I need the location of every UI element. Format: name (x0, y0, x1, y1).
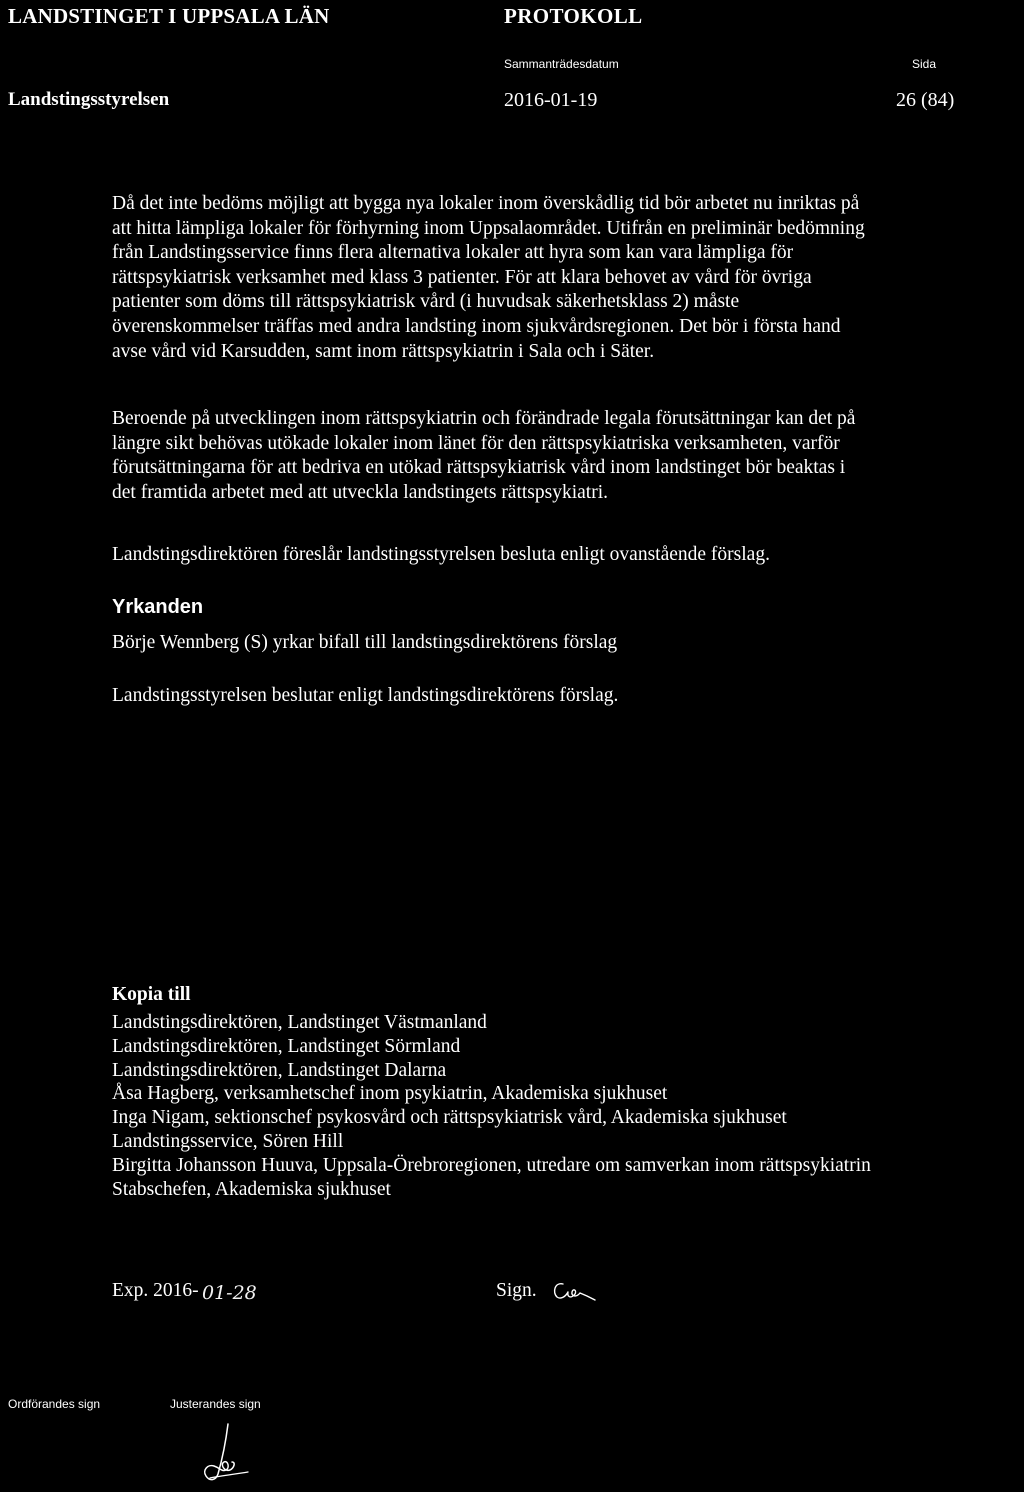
copy-recipient: Inga Nigam, sektionschef psykosvård och rättspsykiatrisk vård, Akademiska sjukhuset (112, 1107, 787, 1129)
copy-recipient: Landstingsdirektören, Landstinget Dalarna (112, 1059, 447, 1081)
decision-text: Landstingsstyrelsen beslutar enligt landstingsdirektörens förslag. (112, 685, 619, 706)
chair-signature-label: Ordförandes sign (8, 1397, 101, 1411)
page-label: Sida (912, 57, 937, 71)
text-line: Då det inte bedöms möjligt att bygga nya lokaler inom överskådlig tid bör arbetet nu inriktas på (112, 193, 860, 214)
copy-recipient: Birgitta Johansson Huuva, Uppsala-Örebroregionen, utredare om samverkan inom rättspsykiatrin (112, 1154, 871, 1176)
text-line: Landstingsdirektören föreslår landstingsstyrelsen besluta enligt ovanstående förslag. (112, 544, 770, 565)
text-line: från Landstingsservice finns flera alternativa lokaler att hyra som kan vara lämpliga för (112, 242, 794, 264)
copy-recipient: Landstingsservice, Sören Hill (112, 1130, 344, 1152)
adjuster-signature-label: Justerandes sign (170, 1397, 261, 1411)
copy-recipient: Åsa Hagberg, verksamhetschef inom psykiatrin, Akademiska sjukhuset (112, 1083, 668, 1105)
copy-recipient: Landstingsdirektören, Landstinget Sörmland (112, 1035, 461, 1057)
copy-to-heading: Kopia till (112, 984, 191, 1005)
text-line: överenskommelser träffas med andra landsting inom sjukvårdsregionen. Det bör i första hand (112, 315, 841, 337)
handwritten-adjuster-signature (196, 1420, 256, 1488)
organization-name: LANDSTINGET I UPPSALA LÄN (8, 4, 330, 28)
text-line: längre sikt behövas utökade lokaler inom länet för den rättspsykiatriska verksamheten, varför (112, 432, 840, 454)
text-line: patienter som döms till rättspsykiatrisk vård (i huvudsak säkerhetsklass 2) måste (112, 291, 740, 313)
yrkanden-text: Börje Wennberg (S) yrkar bifall till landstingsdirektörens förslag (112, 632, 618, 653)
document-type: PROTOKOLL (504, 4, 643, 28)
sign-label: Sign. (496, 1280, 537, 1301)
text-line: rättspsykiatrisk verksamhet med klass 3 patienter. För att klara behovet av vård för övriga (112, 266, 812, 288)
copy-recipient-list (112, 1011, 1024, 1201)
text-line: att hitta lämpliga lokaler för förhyrning inom Uppsalaområdet. Utifrån en preliminär bedömning (112, 217, 865, 239)
text-line: förutsättningarna för att bedriva en utökad rättspsykiatrisk vård inom landstinget bör beaktas i (112, 457, 846, 479)
paragraph-development (112, 407, 1024, 505)
handwritten-expedition-date: 01-28 (202, 1282, 257, 1304)
copy-recipient: Landstingsdirektören, Landstinget Västmanland (112, 1012, 487, 1033)
paragraph-premises (112, 192, 1024, 364)
board-name: Landstingsstyrelsen (8, 89, 170, 110)
page-number: 26 (84) (896, 89, 955, 111)
meeting-date: 2016-01-19 (504, 89, 598, 111)
text-line: det framtida arbetet med att utveckla landstingets rättspsykiatri. (112, 481, 609, 503)
copy-recipient: Stabschefen, Akademiska sjukhuset (112, 1178, 391, 1200)
text-line: Beroende på utvecklingen inom rättspsykiatrin och förändrade legala förutsättningar kan det på (112, 408, 856, 429)
paragraph-proposal (112, 543, 1024, 568)
meeting-date-label: Sammanträdesdatum (504, 57, 619, 71)
handwritten-initials-signature (549, 1278, 609, 1304)
expedition-label: Exp. 2016- (112, 1280, 199, 1301)
text-line: avse vård vid Karsudden, samt inom rättspsykiatrin i Sala och i Säter. (112, 340, 655, 362)
yrkanden-heading: Yrkanden (112, 596, 204, 618)
